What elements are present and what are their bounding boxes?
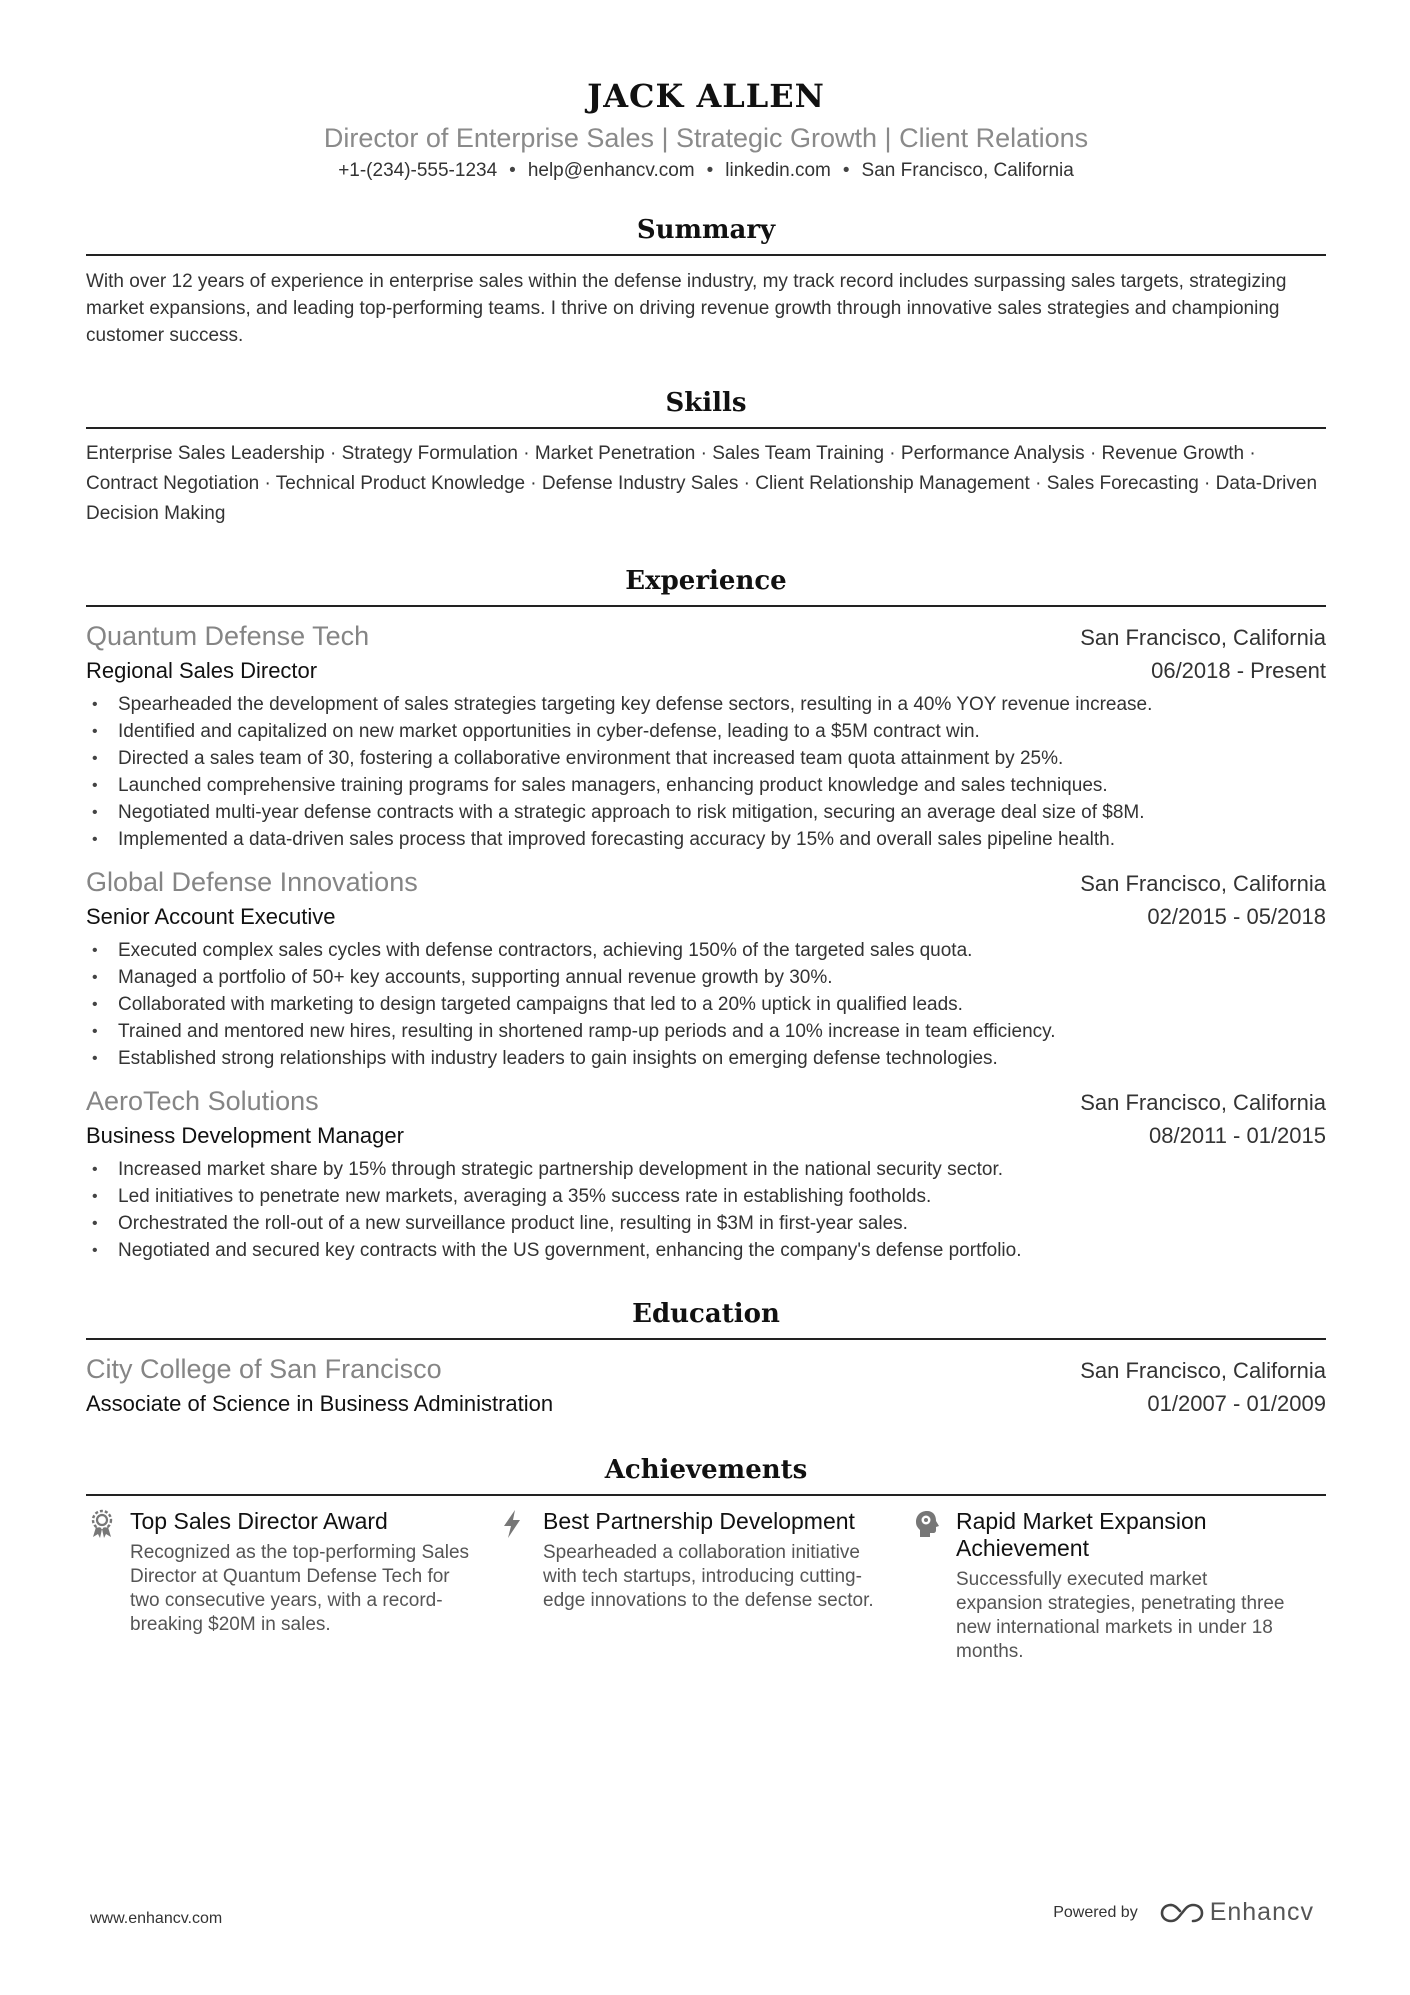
candidate-name: JACK ALLEN <box>587 77 825 115</box>
achievement-title: Best Partnership Development <box>543 1508 855 1534</box>
job-title: Regional Sales Director <box>86 658 318 683</box>
achievement-item <box>86 1508 499 1664</box>
job-bullets <box>86 691 1326 853</box>
company-name: Quantum Defense Tech <box>86 621 370 651</box>
summary-section <box>86 210 1326 349</box>
job-bullet: • Executed complex sales cycles with defense contractors, achieving 150% of the targeted sales quota. <box>86 937 1326 964</box>
achievement-item <box>499 1508 912 1664</box>
job-dates: 02/2015 - 05/2018 <box>1147 904 1326 929</box>
contact-location: San Francisco, California <box>861 160 1074 181</box>
experience-section <box>86 561 1326 1264</box>
contact-separator: • <box>509 160 516 181</box>
education-section <box>86 1294 1326 1420</box>
achievement-title: Rapid Market Expansion Achievement <box>956 1508 1207 1561</box>
job-bullet: • Trained and mentored new hires, resulting in shortened ramp-up periods and a 10% increase in team efficiency. <box>86 1018 1326 1045</box>
job-bullet: • Led initiatives to penetrate new markets, averaging a 35% success rate in establishing footholds. <box>86 1183 1326 1210</box>
brand-name: Enhancv <box>1209 1898 1314 1926</box>
enhancv-logo[interactable] <box>1160 1898 1314 1927</box>
education-dates: 01/2007 - 01/2009 <box>1147 1391 1326 1416</box>
resume-header <box>86 70 1326 184</box>
achievement-item <box>912 1508 1325 1664</box>
job-bullet: • Negotiated multi-year defense contracts with a strategic approach to risk mitigation, securing an average deal size of $8M. <box>86 799 1326 826</box>
contact-separator: • <box>842 160 850 181</box>
job-bullet: • Collaborated with marketing to design targeted campaigns that led to a 20% uptick in qualified leads. <box>86 991 1326 1018</box>
job-bullet: • Identified and capitalized on new market opportunities in cyber-defense, leading to a $5M contract win. <box>86 718 1326 745</box>
experience-entry <box>86 1084 1326 1264</box>
experience-entry <box>86 619 1326 853</box>
education-title: Education <box>86 1294 1326 1340</box>
experience-entry <box>86 865 1326 1072</box>
job-bullet: • Managed a portfolio of 50+ key accounts, supporting annual revenue growth by 30%. <box>86 964 1326 991</box>
summary-title: Summary <box>86 210 1326 256</box>
job-location: San Francisco, California <box>1080 871 1326 896</box>
achievement-title: Top Sales Director Award <box>130 1508 388 1534</box>
achievement-description: Successfully executed market expansion strategies, penetrating three new international markets in under 18 months. <box>956 1569 1285 1662</box>
company-name: AeroTech Solutions <box>86 1086 319 1116</box>
company-name: Global Defense Innovations <box>86 867 418 897</box>
contact-linkedin: linkedin.com <box>725 160 831 181</box>
powered-by-label: Powered by <box>1053 1903 1138 1921</box>
infinity-logo-icon <box>1160 1901 1204 1925</box>
skills-section <box>86 383 1326 529</box>
job-bullet: • Implemented a data-driven sales process that improved forecasting accuracy by 15% and overall sales pipeline health. <box>86 826 1326 853</box>
job-bullet: • Orchestrated the roll-out of a new surveillance product line, resulting in $3M in first-year sales. <box>86 1210 1326 1237</box>
school-location: San Francisco, California <box>1080 1358 1326 1383</box>
experience-title: Experience <box>86 561 1326 607</box>
job-bullet: • Launched comprehensive training programs for sales managers, enhancing product knowledge and sales techniques. <box>86 772 1326 799</box>
contact-line <box>86 158 1326 184</box>
contact-separator: • <box>706 160 714 181</box>
job-dates: 08/2011 - 01/2015 <box>1149 1123 1326 1148</box>
job-dates: 06/2018 - Present <box>1151 658 1326 683</box>
achievements-grid <box>86 1508 1326 1664</box>
job-location: San Francisco, California <box>1080 625 1326 650</box>
job-bullet: • Directed a sales team of 30, fostering a collaborative environment that increased team quota attainment by 25%. <box>86 745 1326 772</box>
degree-name: Associate of Science in Business Administration <box>86 1391 554 1416</box>
candidate-headline: Director of Enterprise Sales | Strategic Growth | Client Relations <box>323 123 1089 153</box>
summary-text: With over 12 years of experience in enterprise sales within the defense industry, my track record includes surpassing sales targets, strategizing market expansions, and leading top-performing teams. I thrive on driving revenue growth through innovative sales strategies and championing customer success. <box>86 271 1287 346</box>
lightning-icon <box>499 1508 543 1540</box>
skills-title: Skills <box>86 383 1326 429</box>
school-name: City College of San Francisco <box>86 1354 442 1384</box>
award-icon <box>86 1508 130 1540</box>
job-bullet: • Increased market share by 15% through strategic partnership development in the national security sector. <box>86 1156 1326 1183</box>
job-title: Senior Account Executive <box>86 904 336 929</box>
achievement-description: Recognized as the top-performing Sales Director at Quantum Defense Tech for two consecutive years, with a record-breaking $20M in sales. <box>130 1542 470 1635</box>
contact-email: help@enhancv.com <box>527 160 695 181</box>
achievements-title: Achievements <box>86 1450 1326 1496</box>
resume-page <box>86 70 1326 1664</box>
achievement-description: Spearheaded a collaboration initiative with tech startups, introducing cutting-edge innovations to the defense sector. <box>543 1542 874 1611</box>
job-bullet: • Spearheaded the development of sales strategies targeting key defense sectors, resulting in a 40% YOY revenue increase. <box>86 691 1326 718</box>
achievements-section <box>86 1450 1326 1664</box>
job-location: San Francisco, California <box>1080 1090 1326 1115</box>
skills-list: Enterprise Sales Leadership · Strategy Formulation · Market Penetration · Sales Team Training · Performance Analysis · Revenue Growth · Contract Negotiation · Technical Product Knowledge · Defense Industry Sales · Client Relationship Management · Sales Forecasting · Data-Driven Decision Making <box>86 443 1318 524</box>
job-title: Business Development Manager <box>86 1123 404 1148</box>
job-bullet: • Negotiated and secured key contracts with the US government, enhancing the company's defense portfolio. <box>86 1237 1326 1264</box>
job-bullets <box>86 937 1326 1072</box>
education-entry <box>86 1352 1326 1420</box>
footer-website[interactable]: www.enhancv.com <box>90 1910 223 1927</box>
contact-phone: +1-(234)-555-1234 <box>338 160 498 181</box>
job-bullets <box>86 1156 1326 1264</box>
head-brain-icon <box>912 1508 956 1540</box>
job-bullet: • Established strong relationships with industry leaders to gain insights on emerging defense technologies. <box>86 1045 1326 1072</box>
footer-branding <box>1053 1898 1314 1927</box>
